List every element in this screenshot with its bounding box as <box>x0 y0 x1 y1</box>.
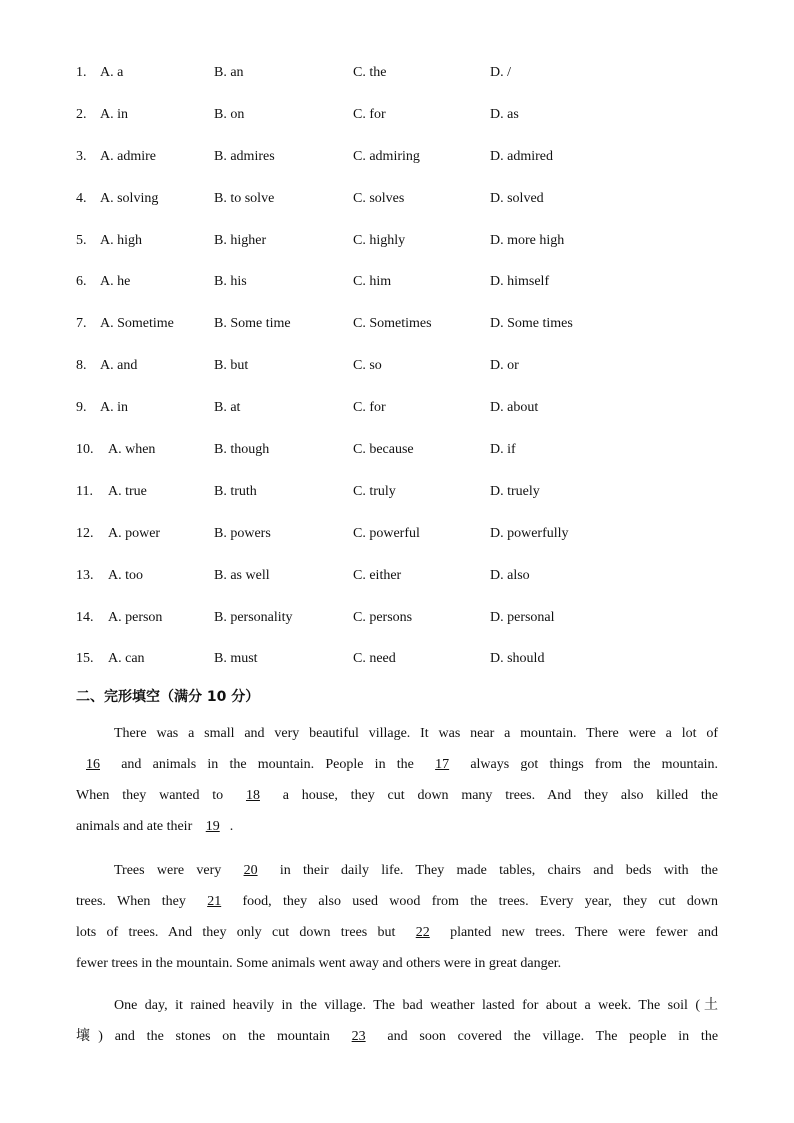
option-c: C. him <box>353 274 392 290</box>
question-row <box>76 481 736 523</box>
question-row <box>76 62 736 104</box>
question-row <box>76 355 736 397</box>
passage-paragraph-3 <box>76 990 718 1052</box>
passage-line <box>76 886 718 917</box>
multiple-choice-list <box>76 62 736 690</box>
section-title: 二、完形填空（满分 10 分） <box>76 689 260 705</box>
passage-paragraph-2 <box>76 855 718 979</box>
option-d: D. / <box>490 65 511 80</box>
option-a: A. in <box>100 400 128 416</box>
blank-21[interactable]: 21 <box>207 894 222 909</box>
question-row <box>76 188 736 230</box>
question-row <box>76 439 736 481</box>
question-number: 11. <box>76 483 93 499</box>
option-d: D. powerfully <box>490 525 569 541</box>
option-a: A. Sometime <box>100 316 174 332</box>
passage-line <box>76 1021 718 1052</box>
question-row <box>76 648 736 690</box>
option-c: C. for <box>353 106 386 122</box>
option-c: C. Sometimes <box>353 316 432 332</box>
option-b: B. personality <box>214 609 293 625</box>
option-a: A. true <box>108 483 147 499</box>
passage-text: and animals in the mountain. People in the <box>121 757 414 772</box>
option-d: D. about <box>490 400 539 416</box>
option-b: B. though <box>214 442 270 458</box>
option-a: A. solving <box>100 190 159 206</box>
question-number: 9. <box>76 400 87 416</box>
option-d: D. Some times <box>490 316 573 332</box>
passage-text: a house, they cut down many trees. And they also killed the <box>282 788 718 803</box>
option-c: C. need <box>353 651 396 667</box>
option-d: D. as <box>490 106 519 122</box>
option-a: A. high <box>100 232 142 248</box>
option-a: A. too <box>108 567 143 583</box>
option-c: C. the <box>353 65 387 80</box>
passage-text: 壤) and the stones on the mountain <box>76 1029 330 1044</box>
question-number: 13. <box>76 567 94 583</box>
option-b: B. to solve <box>214 190 275 206</box>
passage-paragraph-1 <box>76 718 718 842</box>
question-row <box>76 523 736 565</box>
passage-line: fewer trees in the mountain. Some animals went away and others were in great danger. <box>76 956 562 971</box>
option-b: B. an <box>214 65 244 80</box>
question-row <box>76 607 736 649</box>
passage-text: . <box>229 819 234 834</box>
option-a: A. and <box>100 358 138 374</box>
option-b: B. must <box>214 651 258 667</box>
blank-16[interactable]: 16 <box>86 757 100 772</box>
passage-text: planted new trees. There were fewer and <box>450 925 719 940</box>
question-row <box>76 271 736 313</box>
question-number: 6. <box>76 274 87 290</box>
question-row <box>76 397 736 439</box>
option-d: D. should <box>490 651 545 667</box>
option-b: B. truth <box>214 483 257 499</box>
passage-text: always got things from the mountain. <box>470 757 719 772</box>
option-c: C. powerful <box>353 525 420 541</box>
option-d: D. if <box>490 442 516 458</box>
blank-18[interactable]: 18 <box>245 788 260 803</box>
option-c: C. so <box>353 358 382 374</box>
blank-22[interactable]: 22 <box>415 925 430 940</box>
option-b: B. on <box>214 106 245 122</box>
option-a: A. in <box>100 106 128 122</box>
question-number: 12. <box>76 525 94 541</box>
blank-19[interactable]: 19 <box>205 819 220 834</box>
option-d: D. also <box>490 567 530 583</box>
option-c: C. because <box>353 442 414 458</box>
question-number: 3. <box>76 148 87 164</box>
option-b: B. admires <box>214 148 275 164</box>
option-d: D. personal <box>490 609 555 625</box>
question-number: 14. <box>76 609 94 625</box>
option-c: C. solves <box>353 190 405 206</box>
passage-line <box>76 855 718 886</box>
option-a: A. power <box>108 525 161 541</box>
option-a: A. person <box>108 609 163 625</box>
option-c: C. admiring <box>353 148 420 164</box>
option-c: C. for <box>353 400 386 416</box>
blank-20[interactable]: 20 <box>243 863 258 878</box>
option-d: D. himself <box>490 274 550 290</box>
passage-text: lots of trees. And they only cut down trees but <box>76 925 396 940</box>
passage-line: One day, it rained heavily in the village. The bad weather lasted for about a week. The soil (土 <box>114 998 718 1013</box>
option-c: C. truly <box>353 483 396 499</box>
blank-17[interactable]: 17 <box>435 757 450 772</box>
question-row <box>76 104 736 146</box>
question-number: 5. <box>76 232 87 248</box>
option-b: B. as well <box>214 567 270 583</box>
option-b: B. at <box>214 400 241 416</box>
option-a: A. admire <box>100 148 156 164</box>
option-b: B. higher <box>214 232 267 248</box>
option-a: A. a <box>100 65 124 80</box>
option-d: D. solved <box>490 190 544 206</box>
option-a: A. can <box>108 651 145 667</box>
passage-line <box>76 811 718 842</box>
option-c: C. either <box>353 567 402 583</box>
passage-text: in their daily life. They made tables, chairs and beds with the <box>279 863 719 878</box>
option-c: C. persons <box>353 609 413 625</box>
question-number: 8. <box>76 358 87 374</box>
question-number: 2. <box>76 106 87 122</box>
passage-text: food, they also used wood from the trees. Every year, they cut down <box>242 894 719 909</box>
passage-line <box>76 749 718 780</box>
passage-text: Trees were very <box>114 863 222 878</box>
question-row <box>76 313 736 355</box>
passage-line: There was a small and very beautiful village. It was near a mountain. There were a lot of <box>114 726 718 741</box>
blank-23[interactable]: 23 <box>351 1029 366 1044</box>
option-a: A. he <box>100 274 131 290</box>
option-d: D. or <box>490 358 519 374</box>
question-row <box>76 146 736 188</box>
option-d: D. truely <box>490 483 540 499</box>
option-b: B. his <box>214 274 247 290</box>
option-b: B. but <box>214 358 249 374</box>
passage-line <box>76 917 718 948</box>
passage-text: trees. When they <box>76 894 186 909</box>
question-row <box>76 565 736 607</box>
option-b: B. Some time <box>214 316 291 332</box>
passage-text: and soon covered the village. The people in the <box>387 1029 719 1044</box>
question-number: 15. <box>76 651 94 667</box>
question-number: 7. <box>76 316 87 332</box>
option-c: C. highly <box>353 232 406 248</box>
option-b: B. powers <box>214 525 271 541</box>
question-number: 10. <box>76 442 94 458</box>
passage-line <box>76 780 718 811</box>
question-number: 1. <box>76 65 87 80</box>
option-d: D. more high <box>490 232 565 248</box>
question-number: 4. <box>76 190 87 206</box>
option-d: D. admired <box>490 148 553 164</box>
passage-text: animals and ate their <box>76 819 193 834</box>
passage-text: When they wanted to <box>76 788 224 803</box>
option-a: A. when <box>108 442 156 458</box>
question-row <box>76 230 736 272</box>
